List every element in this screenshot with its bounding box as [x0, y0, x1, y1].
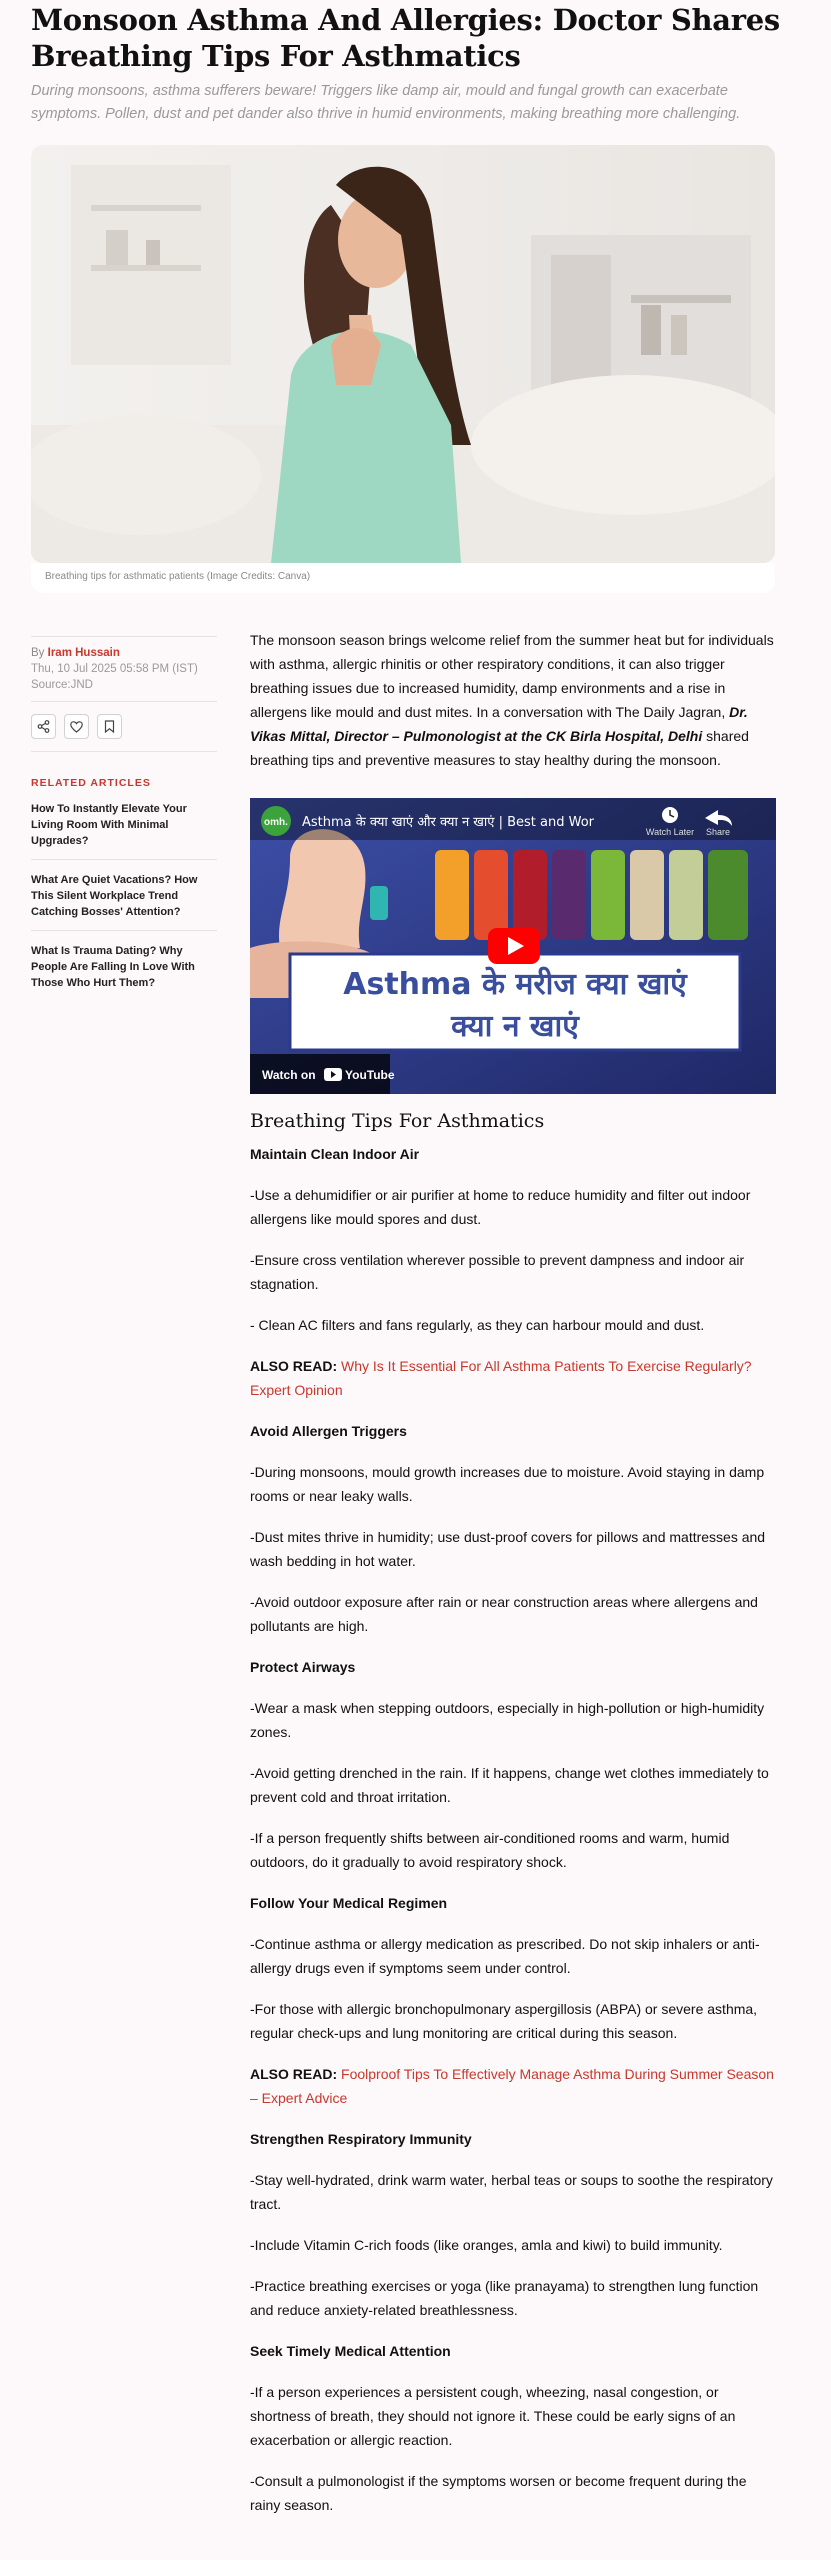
share-row — [31, 714, 217, 739]
also-read — [250, 1354, 776, 1402]
paragraph: -Consult a pulmonologist if the symptoms worsen or become frequent during the rainy season. — [250, 2473, 747, 2513]
paragraph: -Use a dehumidifier or air purifier at home to reduce humidity and filter out indoor allergens like mould spores and dust. — [250, 1187, 751, 1227]
video-share-label: Share — [705, 827, 731, 837]
paragraph: -During monsoons, mould growth increases due to moisture. Avoid staying in damp rooms or near leaky walls. — [250, 1464, 765, 1504]
youtube-video-embed[interactable] — [250, 798, 776, 1094]
watch-later-label: Watch Later — [645, 827, 695, 837]
article-headline: Monsoon Asthma And Allergies: Doctor Shares Breathing Tips For Asthmatics — [31, 3, 780, 73]
article-summary: During monsoons, asthma sufferers beware! Triggers like damp air, mould and fungal growth can exacerbate symptoms. Pollen, dust and pet dander also thrive in humid environments, making breathing more challenging. — [31, 83, 741, 122]
paragraph: -For those with allergic bronchopulmonary aspergillosis (ABPA) or severe asthma, regular check-ups and lung monitoring are critical during this season. — [250, 2001, 758, 2041]
divider — [31, 751, 217, 752]
related-articles-title: RELATED ARTICLES — [31, 777, 151, 789]
also-read-label: ALSO READ: — [250, 1358, 338, 1374]
image-caption: Breathing tips for asthmatic patients (Image Credits: Canva) — [45, 571, 311, 582]
paragraph: -Include Vitamin C-rich foods (like oranges, amla and kiwi) to build immunity. — [250, 2237, 723, 2253]
paragraph: -Avoid outdoor exposure after rain or near construction areas where allergens and pollutants are high. — [250, 1594, 758, 1634]
subheading: Seek Timely Medical Attention — [250, 2343, 451, 2359]
article-sidebar — [31, 636, 217, 1001]
intro-text: The monsoon season brings welcome relief from the summer heat but for individuals with asthma, allergic rhinitis or other respiratory conditions, it can also trigger breathing issues due to increased humidity, damp environments and a rise in allergens like mould and dust mites. In a conversation with The Daily Jagran, — [250, 632, 774, 720]
intro-paragraph — [250, 628, 776, 772]
divider — [31, 701, 217, 702]
paragraph: -Continue asthma or allergy medication as prescribed. Do not skip inhalers or anti-allergy drugs even if symptoms seem under control. — [250, 1936, 760, 1976]
paragraph: -Avoid getting drenched in the rain. If it happens, change wet clothes immediately to prevent cold and throat irritation. — [250, 1765, 769, 1805]
also-read-label: ALSO READ: — [250, 2066, 338, 2082]
related-articles-list — [31, 789, 217, 1001]
paragraph: -Stay well-hydrated, drink warm water, herbal teas or soups to soothe the respiratory tract. — [250, 2172, 773, 2212]
subheading: Protect Airways — [250, 1659, 356, 1675]
publish-date: Thu, 10 Jul 2025 05:58 PM (IST) — [31, 663, 198, 675]
related-article-link[interactable]: What Is Trauma Dating? Why People Are Falling In Love With Those Who Hurt Them? — [31, 945, 195, 989]
subheading: Strengthen Respiratory Immunity — [250, 2131, 472, 2147]
share-icon — [37, 720, 50, 733]
subheading: Avoid Allergen Triggers — [250, 1423, 407, 1439]
paragraph: -If a person frequently shifts between air-conditioned rooms and warm, humid outdoors, do it gradually to avoid respiratory shock. — [250, 1830, 730, 1870]
byline — [31, 645, 217, 661]
hero-image — [31, 145, 775, 563]
subheading: Maintain Clean Indoor Air — [250, 1146, 420, 1162]
youtube-label: YouTube — [345, 1068, 395, 1082]
watch-on-label: Watch on — [262, 1068, 316, 1082]
intro-tail: shared breathing tips and preventive measures to stay healthy during the monsoon. — [250, 728, 749, 768]
share-button[interactable] — [31, 714, 56, 739]
video-overlay-line2: क्या न खाएं — [451, 1009, 579, 1044]
channel-badge: omh. — [264, 817, 288, 828]
bookmark-button[interactable] — [97, 714, 122, 739]
source-label: Source:JND — [31, 679, 93, 691]
doctor-name: Dr. Vikas Mittal, Director – Pulmonologist at the CK Birla Hospital, Delhi — [250, 704, 748, 744]
paragraph: -Dust mites thrive in humidity; use dust-proof covers for pillows and mattresses and wash bedding in hot water. — [250, 1529, 766, 1569]
watch-on-youtube-button[interactable] — [250, 1054, 395, 1094]
paragraph: -Wear a mask when stepping outdoors, especially in high-pollution or high-humidity zones. — [250, 1700, 765, 1740]
play-button[interactable] — [488, 928, 540, 964]
also-read — [250, 2062, 776, 2110]
divider — [31, 636, 217, 637]
paragraph: - Clean AC filters and fans regularly, as they can harbour mould and dust. — [250, 1317, 705, 1333]
paragraph: -If a person experiences a persistent cough, wheezing, nasal congestion, or shortness of breath, they should not ignore it. These could be early signs of an exacerbation or allergic reaction. — [250, 2384, 736, 2448]
image-caption-box — [31, 563, 775, 593]
related-article-link[interactable]: How To Instantly Elevate Your Living Room With Minimal Upgrades? — [31, 789, 217, 860]
paragraph: -Ensure cross ventilation wherever possible to prevent dampness and indoor air stagnation. — [250, 1252, 745, 1292]
article-body — [250, 628, 776, 2534]
also-read-link[interactable]: Foolproof Tips To Effectively Manage Asthma During Summer Season – Expert Advice — [250, 2066, 774, 2106]
bookmark-icon — [104, 720, 115, 733]
paragraph: -Practice breathing exercises or yoga (like pranayama) to strengthen lung function and reduce anxiety-related breathlessness. — [250, 2278, 759, 2318]
author-link[interactable]: Iram Hussain — [47, 647, 120, 659]
also-read-link[interactable]: Why Is It Essential For All Asthma Patients To Exercise Regularly? Expert Opinion — [250, 1358, 752, 1398]
video-overlay-line1: Asthma के मरीज क्या खाएं — [343, 967, 687, 1002]
byline-prefix: By — [31, 647, 45, 659]
section-title: Breathing Tips For Asthmatics — [250, 1110, 545, 1132]
video-title[interactable]: Asthma के क्या खाएं और क्या न खाएं | Best and Wor — [302, 815, 595, 830]
heart-icon — [70, 721, 83, 733]
like-button[interactable] — [64, 714, 89, 739]
subheading: Follow Your Medical Regimen — [250, 1895, 448, 1911]
related-article-link[interactable]: What Are Quiet Vacations? How This Silent Workplace Trend Catching Bosses' Attention? — [31, 860, 217, 931]
